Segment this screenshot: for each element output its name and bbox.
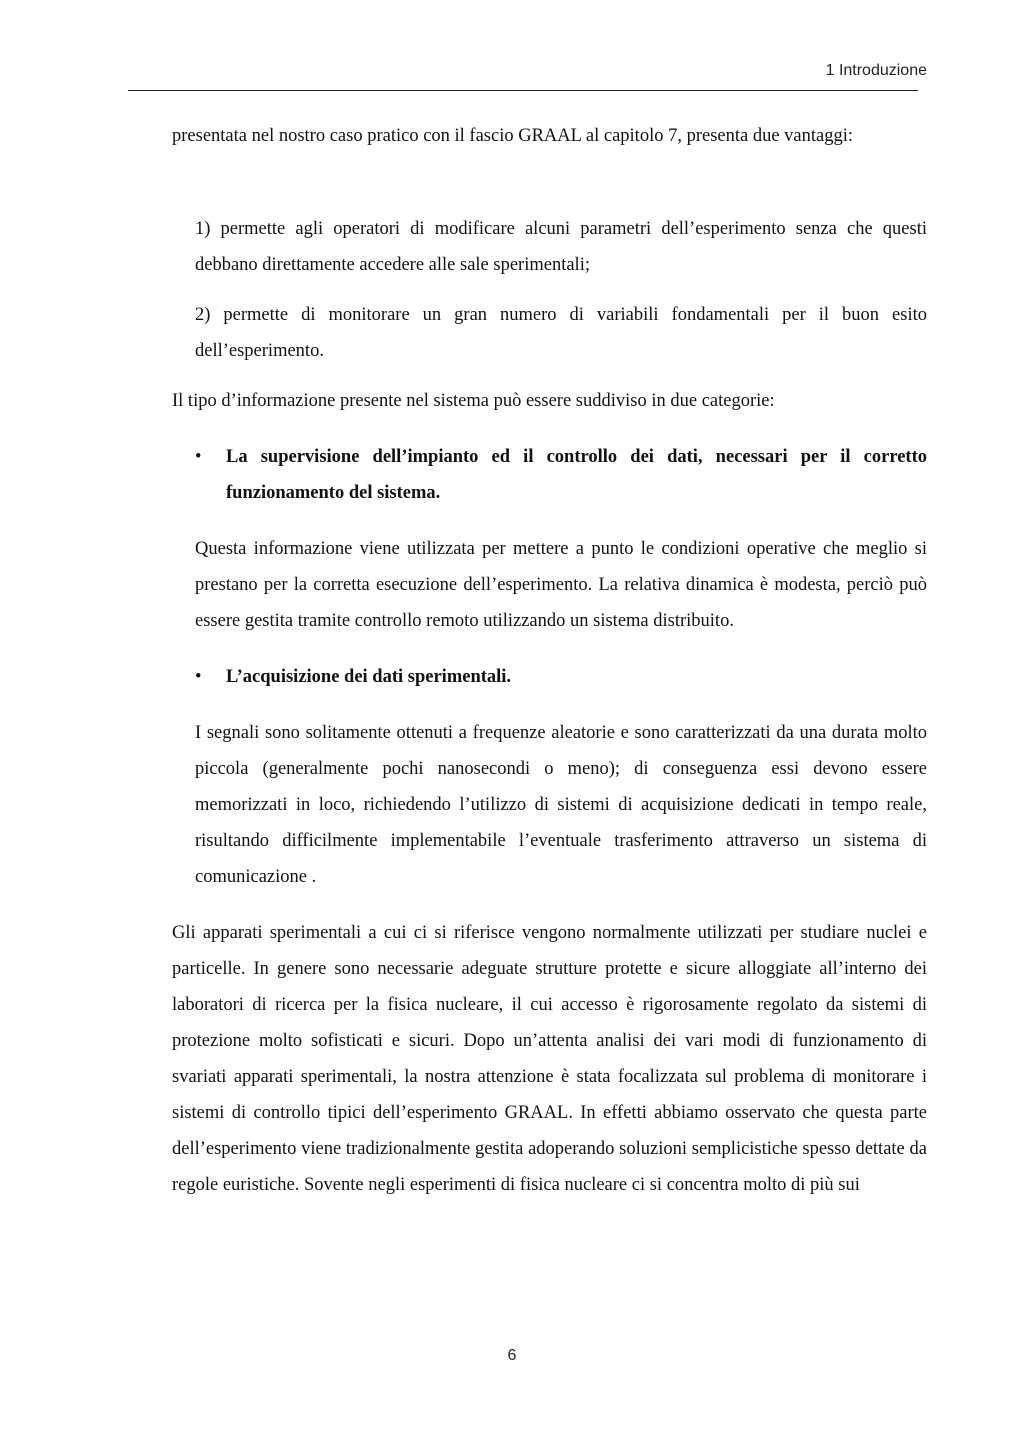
list-item-2: 2) permette di monitorare un gran numero di variabili fondamentali per il buon esito dell’esperimento.: [195, 305, 927, 361]
bullet-glyph: •: [195, 667, 202, 687]
bullet-1-title: La supervisione dell’impianto ed il controllo dei dati, necessari per il corretto funzionamento del sistema.: [226, 447, 927, 503]
closing-paragraph: Gli apparati sperimentali a cui ci si riferisce vengono normalmente utilizzati per studiare nuclei e particelle. In genere sono necessarie adeguate strutture protette e sicure alloggiate all’interno dei laboratori di ricerca per la fisica nucleare, il cui accesso è rigorosamente regolato da sistemi di protezione molto sofisticati e sicuri. Dopo un’attenta analisi dei vari modi di funzionamento di svariati apparati sperimentali, la nostra attenzione è stata focalizzata sul problema di monitorare i sistemi di controllo tipici dell’esperimento GRAAL. In effetti abbiamo osservato che questa parte dell’esperimento viene tradizionalmente gestita adoperando soluzioni semplicistiche spesso dettate da regole euristiche. Sovente negli esperimenti di fisica nucleare ci si concentra molto di più sui: [172, 923, 927, 1195]
body-text: [172, 118, 927, 1203]
bullet-item-1: [195, 439, 927, 511]
categories-intro: Il tipo d’informazione presente nel sistema può essere suddiviso in due categorie:: [172, 391, 775, 411]
spacer: [172, 154, 927, 211]
spacer: [172, 419, 927, 439]
bullet-1-paragraph: Questa informazione viene utilizzata per mettere a punto le condizioni operative che meglio si prestano per la corretta esecuzione dell’esperimento. La relativa dinamica è modesta, perciò può essere gestita tramite controllo remoto utilizzando un sistema distribuito.: [195, 539, 927, 631]
spacer: [172, 895, 927, 915]
bullet-2-paragraph: I segnali sono solitamente ottenuti a frequenze aleatorie e sono caratterizzati da una durata molto piccola (generalmente pochi nanosecondi o meno); di conseguenza essi devono essere memorizzati in loco, richiedendo l’utilizzo di sistemi di acquisizione dedicati in tempo reale, risultando difficilmente implementabile l’eventuale trasferimento attraverso un sistema di comunicazione .: [195, 723, 927, 887]
spacer: [172, 695, 927, 715]
list-item-1: 1) permette agli operatori di modificare alcuni parametri dell’esperimento senza che questi debbano direttamente accedere alle sale sperimentali;: [195, 219, 927, 275]
running-header: 1 Introduzione: [825, 62, 927, 79]
spacer: [172, 283, 927, 297]
bullet-2-title: L’acquisizione dei dati sperimentali.: [226, 667, 512, 687]
bullet-item-2: [195, 659, 927, 695]
page-number: 6: [507, 1347, 517, 1364]
spacer: [172, 639, 927, 659]
intro-paragraph: presentata nel nostro caso pratico con il fascio GRAAL al capitolo 7, presenta due vantaggi:: [172, 126, 854, 146]
header-rule: [128, 90, 918, 91]
bullet-glyph: •: [195, 447, 202, 467]
spacer: [172, 511, 927, 531]
spacer: [172, 369, 927, 383]
